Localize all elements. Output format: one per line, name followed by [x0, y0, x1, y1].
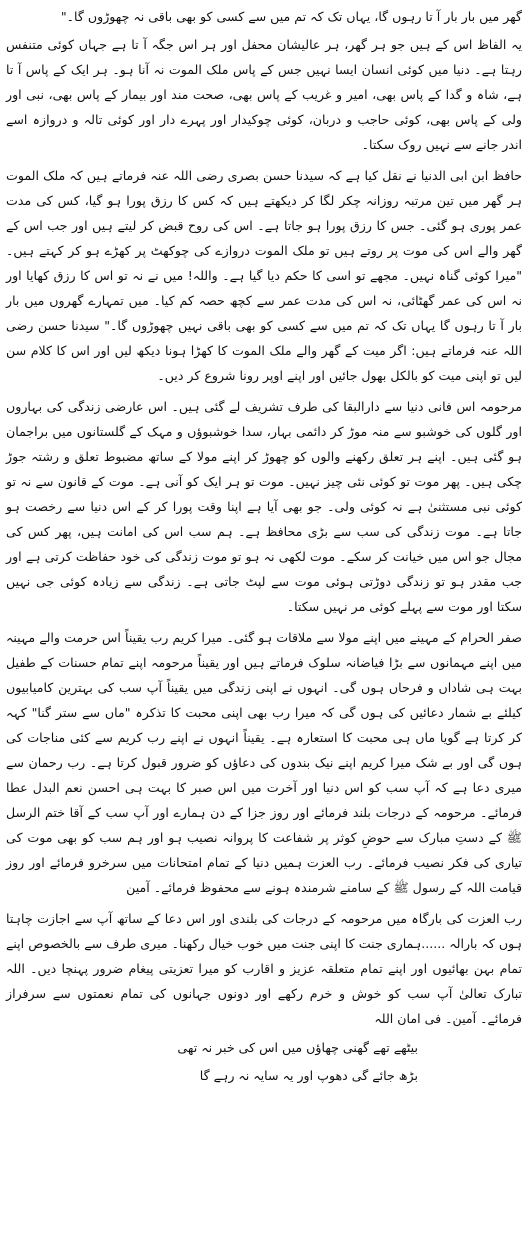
article-paragraph-opening-quote: گھر میں بار بار آ تا رہوں گا، یہاں تک کہ تم میں سے کسی کو بھی باقی نہ چھوڑوں گا۔" — [60, 9, 522, 24]
article-paragraph-closing: رب العزت کی بارگاہ میں مرحومہ کے درجات کی بلندی اور اس دعا کے ساتھ آپ سے اجازت چاہتا ہوں کہ بارالہ ......ہماری جنت کا اپنی جنت میں خوب خیال رکھنا۔ میری طرف سے بالخصوص اپنے تمام بہن بھائیوں اور اپنے تمام متعلقہ عزیز و اقارب کو میرا تعزیتی پیغام ضرور پہنچا دیں۔ اللہ تبارک تعالیٰ آپ سب کو خوش و خرم رکھے اور دونوں جہانوں کی تمام نعمتوں سے سرفراز فرمائے۔ آمین۔ فی امان اللہ — [6, 911, 522, 1026]
poetry-verse-line-2: بڑھ جائے گی دھوپ اور یہ سایہ نہ رہے گا — [199, 1068, 418, 1083]
article-paragraph-prayers: صفر الحرام کے مہینے میں اپنے مولا سے ملاقات ہو گئی۔ میرا کریم رب یقیناً اس حرمت والے مہینہ میں اپنے مہمانوں سے بڑا فیاضانہ سلوک فرماتے ہیں اور یقیناً مرحومہ اپنے تمام حسنات کے طفیل بہت ہی شاداں و فرحاں ہوں گی۔ انہوں نے اپنی زندگی میں یقیناً آپ سب کی بہترین کامیابیوں کیلئے بے شمار دعائیں کی ہوں گی کہ میرا رب بھی اپنی محبت کا تذکرہ "ماں سے ستر گنا" کہہ کر کرتا ہے گویا ماں ہی محبت کا استعارہ ہے۔ یقیناً انہوں نے اپنے رب کریم سے کئی مناجات کی ہوں گی اور بے شک میرا کریم اپنے نیک بندوں کی دعاؤں کو ضرور قبول کرتا ہے۔ رب رحمان سے میری دعا ہے کہ آپ سب کو اس دنیا اور آخرت میں اس صبر کا بہت ہی احسن نعم البدل عطا فرمائے۔ مرحومہ کے درجات بلند فرمائے اور روز جزا کے دن ہمارے اور آپ سب کے آقا ختم الرسل ﷺ کے دستِ مبارک سے حوضِ کوثر پر شفاعت کا پروانہ نصیب ہو اور ہم سب کو بھی موت کی تیاری کی فکر نصیب فرمائے۔ رب العزت ہمیں دنیا کے تمام امتحانات میں سرخرو فرمائے اور روز قیامت اللہ کے رسول ﷺ کے سامنے شرمندہ ہونے سے محفوظ فرمائے۔ آمین — [6, 630, 522, 895]
article-paragraph-departed: مرحومہ اس فانی دنیا سے دارالبقا کی طرف تشریف لے گئی ہیں۔ اس عارضی زندگی کی بہاروں اور گلوں کی خوشبو سے منہ موڑ کر دائمی بہار، سدا خوشبوؤں و مہک کے گلستانوں میں براجمان ہو گئی ہیں۔ اپنے ہر تعلق رکھنے والوں کو چھوڑ کر اپنے مولا کے ساتھ مضبوط تعلق و رشتہ جوڑ چکی ہیں۔ پھر موت تو کوئی نئی چیز نہیں۔ موت تو ہر ایک کو آنی ہے۔ موت کے قانون سے نہ تو کوئی نبی مستثنیٰ ہے نہ کوئی ولی۔ جو بھی آیا ہے اپنا وقت پورا کر کے اس دنیا سے رخصت ہو جاتا ہے۔ موت زندگی کی سب سے بڑی محافظ ہے۔ ہم سب اس کی امانت ہیں، پھر کس کی مجال جو اس میں خیانت کر سکے۔ موت لکھی نہ ہو تو موت زندگی کی خود حفاظت کرتی ہے اور جب مقدر ہو تو زندگی دوڑتی ہوئی موت سے لپٹ جاتی ہے۔ زندگی سے زیادہ کوئی جی نہیں سکتا اور موت سے پہلے کوئی مر نہیں سکتا۔ — [6, 399, 522, 614]
article-paragraph-angel-of-death: یہ الفاظ اس کے ہیں جو ہر گھر، ہر عالیشان محفل اور ہر اس جگہ آ تا ہے جہاں کوئی متنفس رہتا ہے۔ دنیا میں کوئی انسان ایسا نہیں جس کے پاس ملک الموت نہ آنا ہو۔ ہر ایک کے پاس آ تا ہے، شاہ و گدا کے پاس بھی، امیر و غریب کے پاس بھی، صحت مند اور بیمار کے پاس بھی، نبی اور ولی کے پاس بھی، کوئی حاجب و دربان، کوئی چوکیدار اور پہرے دار اور کوئی تالہ و دروازہ اسے اندر جانے سے نہیں روک سکتا۔ — [6, 37, 522, 152]
poetry-verse-line-1: بیٹھے تھے گھنی چھاؤں میں اس کی خبر نہ تھی — [177, 1040, 418, 1055]
article-paragraph-hasan-basri-narration: حافظ ابن ابی الدنیا نے نقل کیا ہے کہ سیدنا حسن بصری رضی اللہ عنہ فرماتے ہیں کہ ملک الموت ہر گھر میں تین مرتبہ روزانہ چکر لگا کر دیکھتے ہیں کہ کس کا رزق پورا ہو گیا، کس کی مدت عمر پوری ہو گئی۔ جس کا رزق پورا ہو جاتا ہے۔ اس کی روح قبض کر لیتے ہیں اور جب اس کے گھر والے اس کی موت پر روتے ہیں تو ملک الموت دروازے کی چوکھٹ پر کھڑے ہو کر کہتے ہیں۔ "میرا کوئی گناہ نہیں۔ مجھے تو اسی کا حکم دیا گیا ہے۔ واللہ! میں نے نہ تو اس کا رزق کھایا اور نہ اس کی عمر گھٹائی، نہ اس کی مدت عمر سے کچھ حصہ کم کیا۔ میں تمہارے گھروں میں بار بار آ تا رہوں گا یہاں تک کہ تم میں سے کسی کو بھی باقی نہیں چھوڑوں گا۔" سیدنا حسن رضی اللہ عنہ فرماتے ہیں: اگر میت کے گھر والے ملک الموت کا کھڑا ہونا دیکھ لیں اور اس کا کلام سن لیں تو اپنی میت کو بالکل بھول جائیں اور اپنے اوپر رونا شروع کر دیں۔ — [6, 168, 522, 383]
